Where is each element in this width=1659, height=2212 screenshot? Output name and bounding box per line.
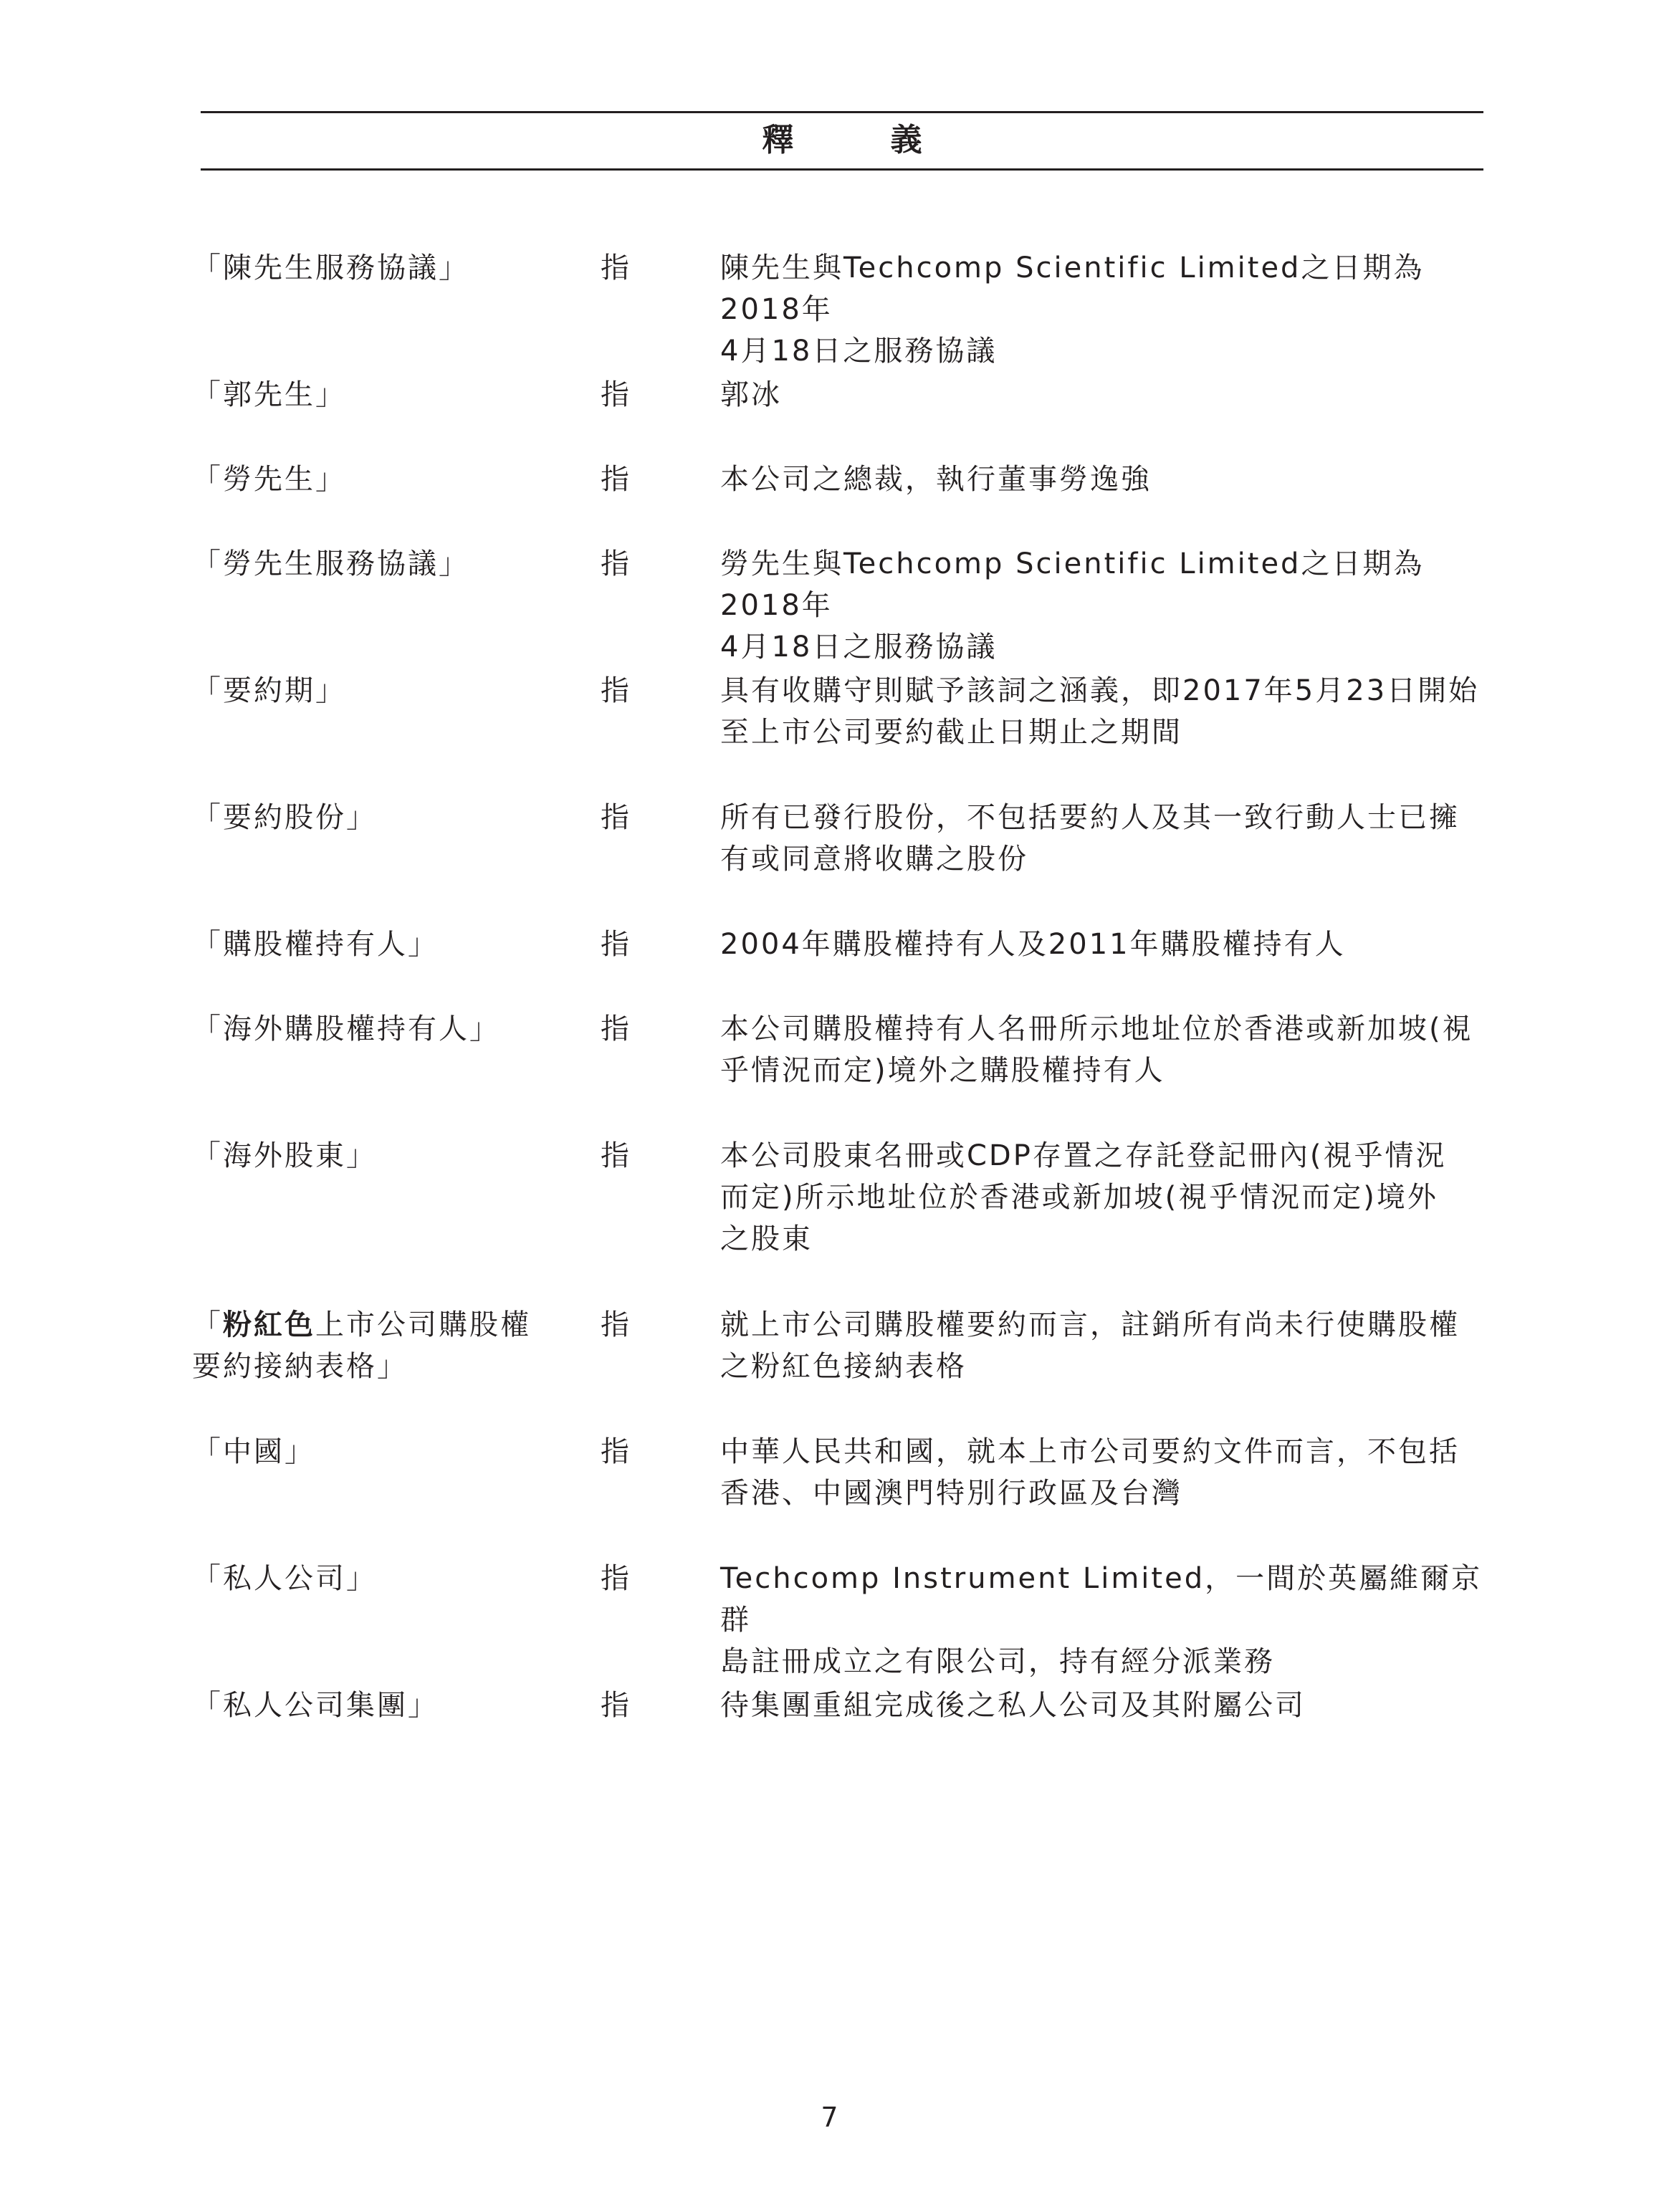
definition-text: Techcomp Instrument Limited，一間於英屬維爾京群 島註冊成立之有限公司，持有經分派業務: [720, 1562, 1483, 1678]
means-label: 指: [601, 378, 629, 411]
defined-term: 「購股權持有人」: [192, 928, 439, 961]
defined-term: 「要約期」: [192, 674, 346, 707]
header-bottom-rule: [201, 168, 1483, 171]
means-label: 指: [601, 1562, 629, 1595]
page-title: 釋 義: [762, 122, 965, 158]
definition-text: 本公司購股權持有人名冊所示地址位於香港或新加坡(視 乎情況而定)境外之購股權持有人: [720, 1012, 1473, 1087]
term-rest: 上市公司購股權 要約接納表格」: [192, 1308, 531, 1383]
definition-text: 具有收購守則賦予該詞之涵義，即2017年5月23日開始 至上市公司要約截止日期止之期間: [720, 674, 1480, 749]
defined-term: 「海外股東」: [192, 1139, 377, 1172]
definition-text: 郭冰: [720, 378, 782, 411]
means-label: 指: [601, 674, 629, 707]
defined-term: 「私人公司」: [192, 1562, 377, 1595]
definition-text: 本公司之總裁，執行董事勞逸強: [720, 463, 1152, 496]
header-top-rule: [201, 111, 1483, 113]
defined-term: 「要約股份」: [192, 801, 377, 834]
means-label: 指: [601, 801, 629, 834]
definition-text: 勞先生與Techcomp Scientific Limited之日期為2018年 4月18日之服務協議: [720, 547, 1425, 664]
means-label: 指: [601, 1435, 629, 1468]
means-label: 指: [601, 547, 629, 580]
defined-term: 「陳先生服務協議」: [192, 252, 469, 284]
means-label: 指: [601, 1012, 629, 1045]
page-number: 7: [821, 2102, 838, 2133]
definition-text: 就上市公司購股權要約而言，註銷所有尚未行使購股權 之粉紅色接納表格: [720, 1308, 1460, 1383]
definition-text: 本公司股東名冊或CDP存置之存託登記冊內(視乎情況 而定)所示地址位於香港或新加坡(視乎情況而定)境外 之股東: [720, 1139, 1447, 1255]
definition-text: 陳先生與Techcomp Scientific Limited之日期為2018年 4月18日之服務協議: [720, 252, 1425, 368]
definition-text: 所有已發行股份，不包括要約人及其一致行動人士已擁 有或同意將收購之股份: [720, 801, 1460, 876]
defined-term: 「海外購股權持有人」: [192, 1012, 500, 1045]
means-label: 指: [601, 928, 629, 961]
term-pink-bold: 粉紅色: [223, 1308, 315, 1341]
defined-term: [192, 1304, 565, 1387]
defined-term: 「郭先生」: [192, 378, 346, 411]
means-label: 指: [601, 463, 629, 496]
defined-term: 「中國」: [192, 1435, 315, 1468]
defined-term: 「勞先生服務協議」: [192, 547, 469, 580]
defined-term: 「私人公司集團」: [192, 1689, 439, 1722]
term-open-bracket: 「: [192, 1308, 223, 1341]
means-label: 指: [601, 252, 629, 284]
defined-term: 「勞先生」: [192, 463, 346, 496]
means-label: 指: [601, 1139, 629, 1172]
means-label: 指: [601, 1689, 629, 1722]
definition-text: 中華人民共和國，就本上市公司要約文件而言，不包括 香港、中國澳門特別行政區及台灣: [720, 1435, 1460, 1510]
means-label: 指: [601, 1308, 629, 1341]
definition-text: 2004年購股權持有人及2011年購股權持有人: [720, 928, 1346, 961]
definition-text: 待集團重組完成後之私人公司及其附屬公司: [720, 1689, 1306, 1722]
